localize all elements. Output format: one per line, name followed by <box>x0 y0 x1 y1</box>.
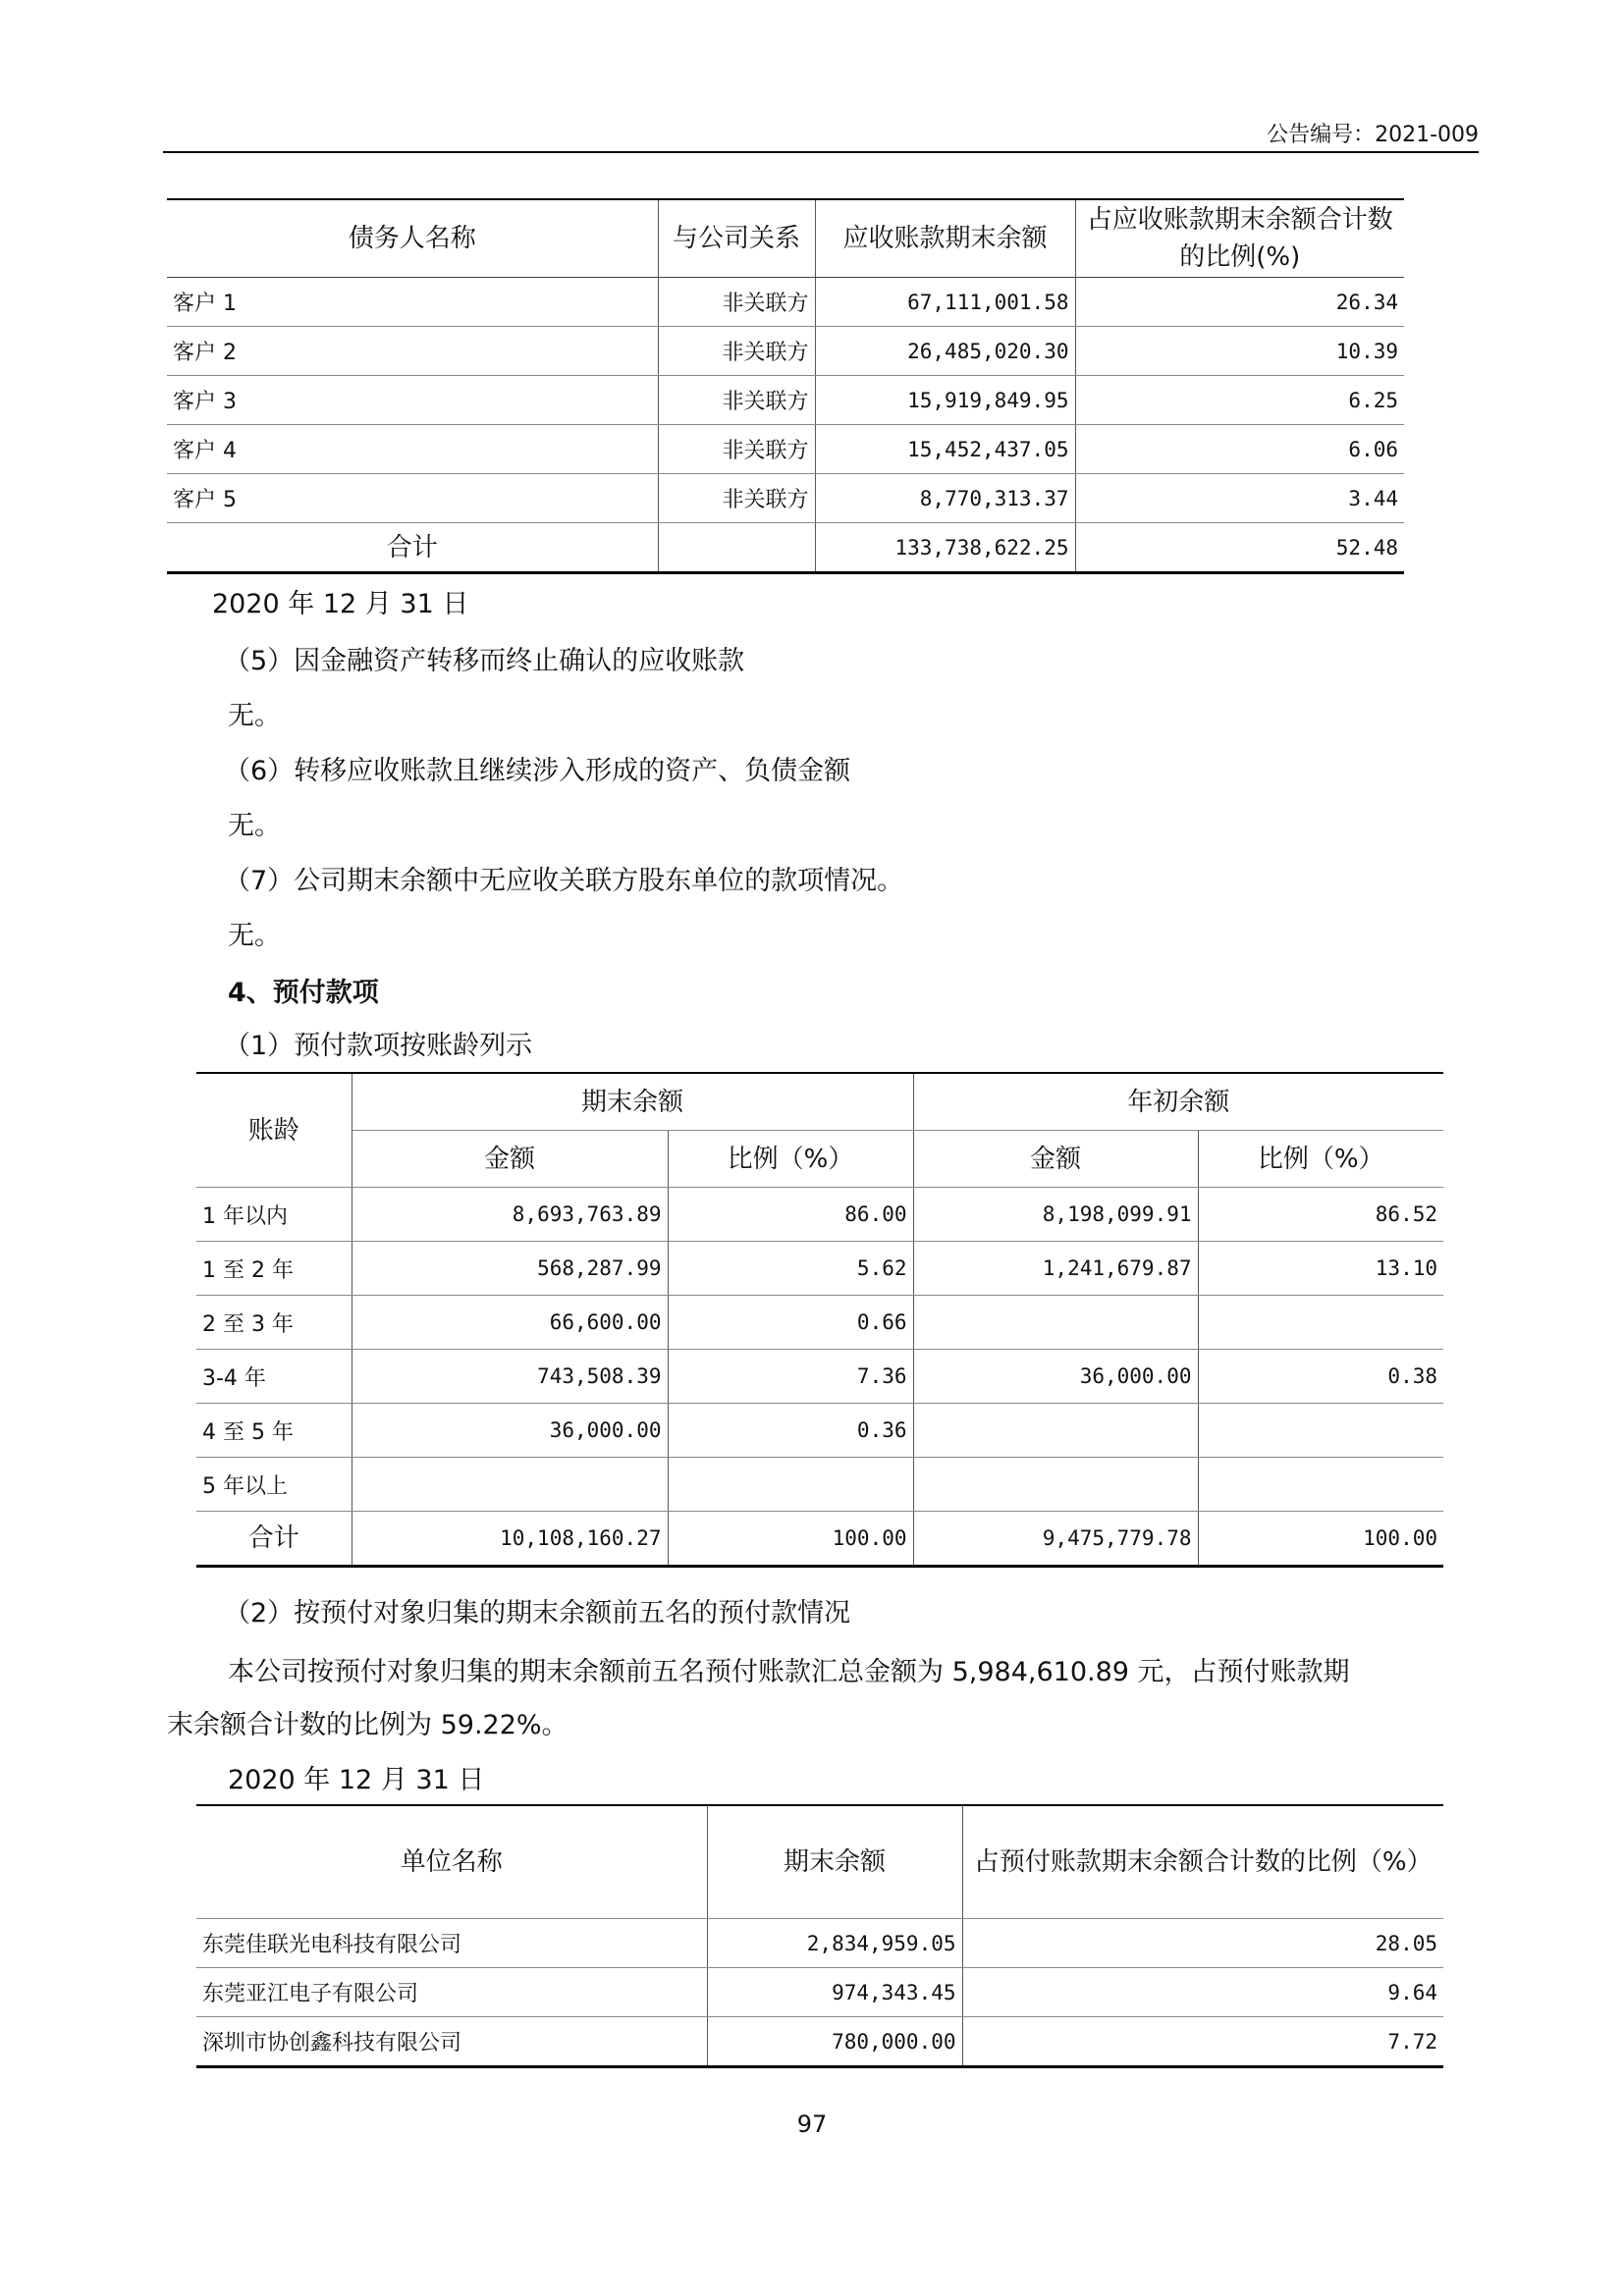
cell: 100.00 <box>1198 1512 1443 1567</box>
cell: 52.48 <box>1075 523 1404 573</box>
cell: 客户 1 <box>167 278 658 327</box>
total-row <box>196 1512 1443 1567</box>
cell: 客户 4 <box>167 425 658 474</box>
cell: 9,475,779.78 <box>913 1512 1198 1567</box>
section-heading: （1）预付款项按账龄列示 <box>224 1031 533 1061</box>
cell: 非关联方 <box>658 474 815 523</box>
table-row <box>196 1919 1443 1968</box>
cell: 13.10 <box>1198 1242 1443 1296</box>
table-row <box>167 425 1404 474</box>
col-amount: 金额 <box>352 1131 668 1188</box>
cell: 1 年以内 <box>196 1188 352 1242</box>
cell: 深圳市协创鑫科技有限公司 <box>196 2017 707 2067</box>
cell: 客户 5 <box>167 474 658 523</box>
cell: 东莞亚江电子有限公司 <box>196 1968 707 2017</box>
cell: 客户 3 <box>167 376 658 425</box>
cell: 合计 <box>196 1512 352 1567</box>
col-relation: 与公司关系 <box>658 199 815 278</box>
cell: 6.06 <box>1075 425 1404 474</box>
table-subheader-row <box>196 1131 1443 1188</box>
cell: 3.44 <box>1075 474 1404 523</box>
cell: 86.00 <box>668 1188 913 1242</box>
cell <box>913 1458 1198 1512</box>
section-title: 4、预付款项 <box>228 978 379 1008</box>
cell: 26.34 <box>1075 278 1404 327</box>
table-header-row <box>196 1073 1443 1131</box>
top-debtors-table <box>167 198 1404 574</box>
cell <box>1198 1404 1443 1458</box>
table-row <box>196 1968 1443 2017</box>
cell: 0.66 <box>668 1296 913 1350</box>
cell <box>1198 1458 1443 1512</box>
total-row <box>167 523 1404 573</box>
cell: 2,834,959.05 <box>707 1919 962 1968</box>
cell: 合计 <box>167 523 658 573</box>
cell: 7.36 <box>668 1350 913 1404</box>
cell: 3-4 年 <box>196 1350 352 1404</box>
cell: 4 至 5 年 <box>196 1404 352 1458</box>
cell: 1,241,679.87 <box>913 1242 1198 1296</box>
body-text: 无。 <box>228 701 281 731</box>
cell: 5 年以上 <box>196 1458 352 1512</box>
col-ratio: 占应收账款期末余额合计数的比例(%) <box>1075 199 1404 278</box>
cell: 1 至 2 年 <box>196 1242 352 1296</box>
cell <box>658 523 815 573</box>
table-row <box>196 1404 1443 1458</box>
cell: 7.72 <box>962 2017 1443 2067</box>
cell: 东莞佳联光电科技有限公司 <box>196 1919 707 1968</box>
table-row <box>196 1458 1443 1512</box>
cell: 133,738,622.25 <box>815 523 1075 573</box>
table-row <box>167 327 1404 376</box>
date-label: 2020 年 12 月 31 日 <box>212 589 469 619</box>
cell: 568,287.99 <box>352 1242 668 1296</box>
cell: 974,343.45 <box>707 1968 962 2017</box>
cell: 780,000.00 <box>707 2017 962 2067</box>
announcement-number: 公告编号：2021-009 <box>1267 123 1479 147</box>
cell: 客户 2 <box>167 327 658 376</box>
cell: 86.52 <box>1198 1188 1443 1242</box>
table-row <box>196 1188 1443 1242</box>
cell: 2 至 3 年 <box>196 1296 352 1350</box>
table-row <box>196 1296 1443 1350</box>
body-text: 末余额合计数的比例为 59.22%。 <box>167 1710 568 1740</box>
col-ending-balance: 期末余额 <box>707 1805 962 1919</box>
cell: 100.00 <box>668 1512 913 1567</box>
body-text: 本公司按预付对象归集的期末余额前五名预付账款汇总金额为 5,984,610.89 元，占预付账款期 <box>228 1657 1350 1687</box>
cell: 8,693,763.89 <box>352 1188 668 1242</box>
cell: 5.62 <box>668 1242 913 1296</box>
col-age: 账龄 <box>196 1073 352 1188</box>
page-header <box>163 116 1479 153</box>
body-text: 无。 <box>228 811 281 841</box>
cell: 10.39 <box>1075 327 1404 376</box>
cell: 8,770,313.37 <box>815 474 1075 523</box>
col-ratio: 比例（%） <box>1198 1131 1443 1188</box>
body-text: 无。 <box>228 921 281 951</box>
cell: 非关联方 <box>658 278 815 327</box>
cell <box>1198 1296 1443 1350</box>
cell: 非关联方 <box>658 376 815 425</box>
date-label: 2020 年 12 月 31 日 <box>228 1765 485 1795</box>
cell: 26,485,020.30 <box>815 327 1075 376</box>
section-heading: （2）按预付对象归集的期末余额前五名的预付款情况 <box>224 1598 851 1629</box>
section-heading: （5）因金融资产转移而终止确认的应收账款 <box>224 646 745 676</box>
cell: 0.38 <box>1198 1350 1443 1404</box>
col-debtor-name: 债务人名称 <box>167 199 658 278</box>
col-ending-balance: 应收账款期末余额 <box>815 199 1075 278</box>
cell: 15,452,437.05 <box>815 425 1075 474</box>
cell: 8,198,099.91 <box>913 1188 1198 1242</box>
cell: 非关联方 <box>658 425 815 474</box>
cell <box>668 1458 913 1512</box>
cell: 36,000.00 <box>352 1404 668 1458</box>
table-row <box>167 278 1404 327</box>
table-row <box>167 376 1404 425</box>
cell: 67,111,001.58 <box>815 278 1075 327</box>
cell: 66,600.00 <box>352 1296 668 1350</box>
cell: 9.64 <box>962 1968 1443 2017</box>
col-amount: 金额 <box>913 1131 1198 1188</box>
table-row <box>167 474 1404 523</box>
cell <box>913 1404 1198 1458</box>
table-header-row <box>167 199 1404 278</box>
table-row <box>196 1350 1443 1404</box>
table-row <box>196 2017 1443 2067</box>
cell: 6.25 <box>1075 376 1404 425</box>
top-prepayees-table <box>196 1804 1443 2068</box>
page-number: 97 <box>796 2110 828 2138</box>
prepayments-aging-table <box>196 1072 1443 1568</box>
section-heading: （6）转移应收账款且继续涉入形成的资产、负债金额 <box>224 756 851 786</box>
table-header-row <box>196 1805 1443 1919</box>
col-entity-name: 单位名称 <box>196 1805 707 1919</box>
cell: 743,508.39 <box>352 1350 668 1404</box>
cell <box>352 1458 668 1512</box>
cell: 28.05 <box>962 1919 1443 1968</box>
col-ratio: 比例（%） <box>668 1131 913 1188</box>
cell: 非关联方 <box>658 327 815 376</box>
col-ratio: 占预付账款期末余额合计数的比例（%） <box>962 1805 1443 1919</box>
section-heading: （7）公司期末余额中无应收关联方股东单位的款项情况。 <box>224 866 904 896</box>
col-beginning-balance: 年初余额 <box>913 1073 1443 1131</box>
table-row <box>196 1242 1443 1296</box>
col-ending-balance: 期末余额 <box>352 1073 913 1131</box>
cell: 0.36 <box>668 1404 913 1458</box>
cell <box>913 1296 1198 1350</box>
cell: 36,000.00 <box>913 1350 1198 1404</box>
cell: 15,919,849.95 <box>815 376 1075 425</box>
cell: 10,108,160.27 <box>352 1512 668 1567</box>
